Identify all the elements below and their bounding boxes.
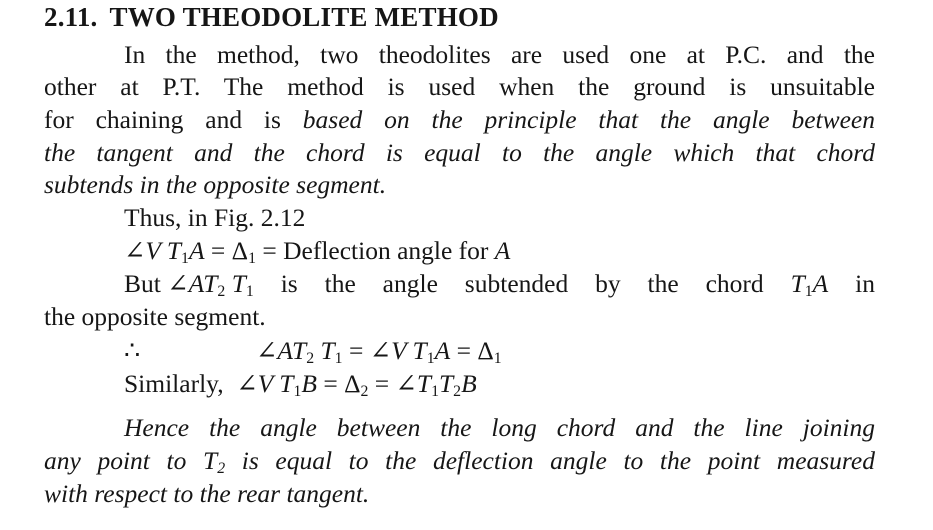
tf-var4: A (434, 336, 451, 365)
para2-line2 (44, 446, 875, 476)
para2-line2-a: any point to T (44, 446, 218, 475)
but-line: But $\angle AT_2$ $T_1$ is the angle subtended by the chord $T_1A$ in (124, 269, 875, 300)
tf-eq1: = ∠ (342, 336, 392, 365)
para1-line5: subtends in the opposite segment. (44, 170, 387, 199)
equation-therefore (256, 336, 502, 366)
section-title: TWO THEODOLITE METHOD (109, 2, 499, 32)
but-sub3: 1 (804, 282, 813, 300)
eq1-angle-vt: ∠V T (124, 236, 182, 265)
opposite-segment-line: the opposite segment. (44, 302, 266, 331)
therefore-symbol: ∴ (124, 336, 141, 365)
sim-var3: T (416, 369, 432, 398)
sim-angle1: ∠ (236, 369, 258, 398)
eq1-delta: = Δ (204, 236, 249, 265)
eq1-var: A (494, 236, 511, 265)
tf-sub3: 1 (426, 349, 435, 367)
sim-label: Similarly, (124, 369, 224, 398)
tf-sub2: 1 (334, 349, 343, 367)
equation-similarly (124, 369, 477, 399)
eq1-text: = Deflection angle for (255, 236, 489, 265)
para1-line1: In the method, two theodolites are used one at P.C. and the (124, 40, 875, 69)
para2-line2-b: is equal to the deflection angle to the point measured (225, 446, 875, 475)
eq1-sub1: 1 (181, 249, 189, 267)
thus-line: Thus, in Fig. 2.12 (124, 203, 306, 232)
sim-var1: V T (257, 369, 294, 398)
but-var4: A (812, 269, 829, 298)
section-number: 2.11. (44, 2, 98, 32)
sim-var4: T (438, 369, 454, 398)
sim-var2: B (301, 369, 317, 398)
para1-line3 (44, 105, 875, 135)
but-var2: T (225, 269, 246, 298)
but-var1: AT (188, 269, 218, 298)
sim-sub2: 2 (360, 382, 369, 400)
para2-line1: Hence the angle between the long chord and the line joining (124, 413, 875, 442)
but-text-a: But ∠ (124, 269, 189, 298)
eq1-sub2: 1 (248, 249, 256, 267)
para1-line4: the tangent and the chord is equal to the angle which that chord (44, 138, 875, 167)
para2-line3: with respect to the rear tangent. (44, 479, 370, 508)
sim-sub3: 1 (431, 382, 439, 400)
para2-line2-sub: 2 (217, 459, 226, 477)
section-heading (44, 2, 499, 32)
sim-sub1: 1 (293, 382, 302, 400)
tf-var2: T (314, 336, 335, 365)
eq1-a: A (188, 236, 205, 265)
sim-sub4: 2 (453, 382, 462, 400)
but-var3: T (790, 269, 805, 298)
tf-sub4: 1 (493, 349, 502, 367)
para1-line2: other at P.T. The method is used when the ground is unsuitable (44, 72, 875, 101)
tf-delta: = Δ (450, 336, 494, 365)
sim-delta: = Δ (316, 369, 361, 398)
sim-eq2: = ∠ (368, 369, 417, 398)
tf-angle1: ∠ (256, 336, 278, 365)
but-sub2: 1 (245, 282, 254, 300)
para1-line3-roman: for chaining and is (44, 105, 281, 134)
para1-line3-italic: based on the principle that the angle between (302, 105, 876, 134)
equation-deflection-angle (124, 236, 510, 266)
but-sub1: 2 (217, 282, 226, 300)
tf-sub1: 2 (306, 349, 315, 367)
sim-var5: B (461, 369, 477, 398)
tf-var1: AT (277, 336, 307, 365)
tf-var3: V T (391, 336, 427, 365)
